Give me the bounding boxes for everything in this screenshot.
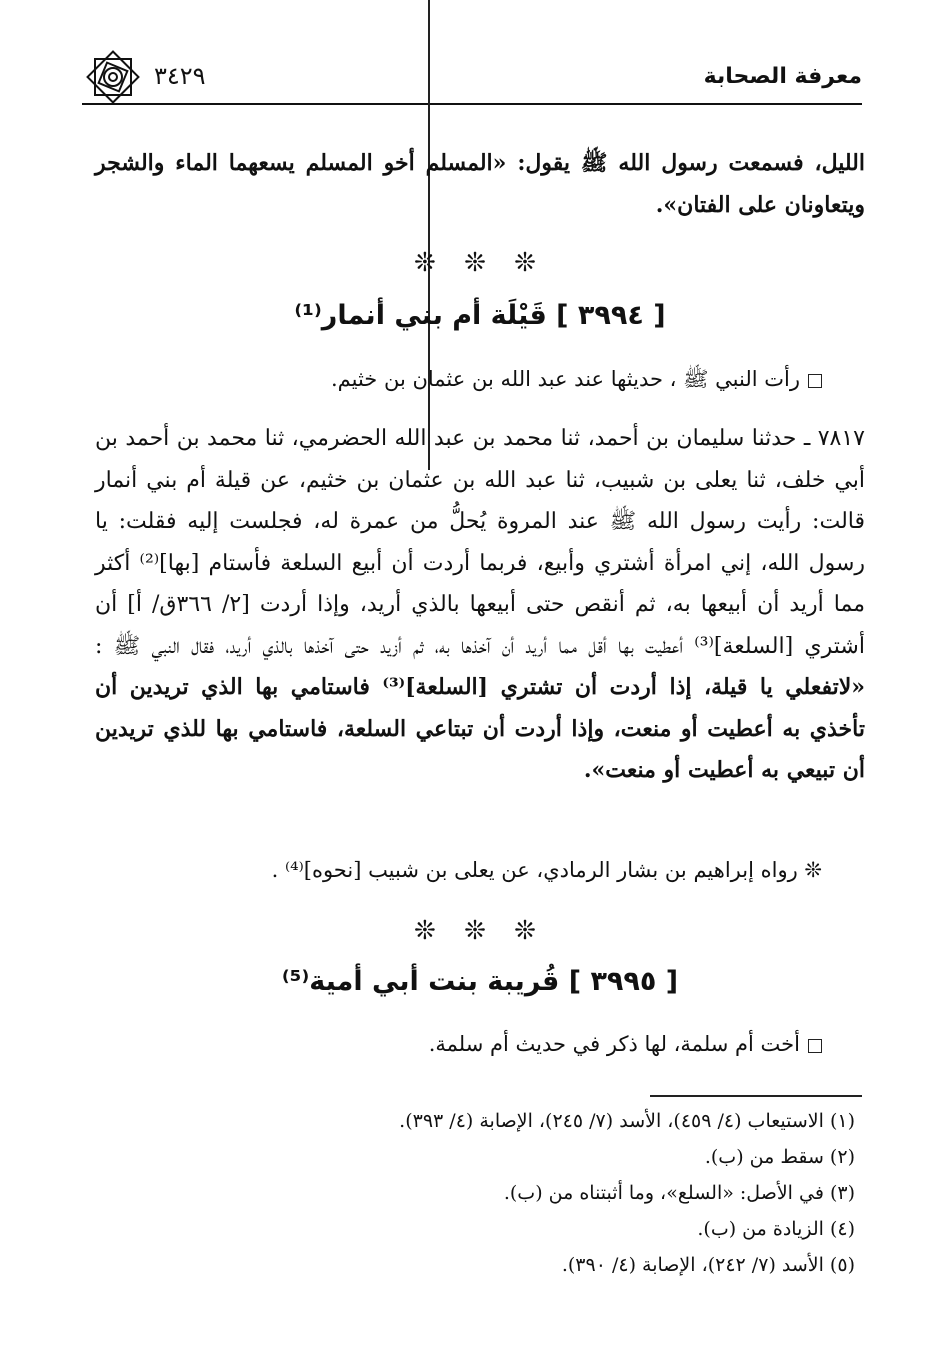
footnote-1: (١) الاستيعاب (٤/ ٤٥٩)، الأسد (٧/ ٢٤٥)، الإصابة (٤/ ٣٩٣). bbox=[399, 1110, 855, 1132]
entry-note-3995 bbox=[429, 1032, 822, 1056]
hadith-7817 bbox=[95, 418, 865, 792]
running-header bbox=[82, 52, 862, 104]
entry-heading-3995: [ ٣٩٩٥ ] قُريبة بنت أبي أمية⁽⁵⁾ bbox=[281, 966, 679, 997]
footnote-2: (٢) سقط من (ب). bbox=[704, 1146, 855, 1168]
footnote-3: (٣) في الأصل: «السلع»، وما أثبتناه من (ب). bbox=[503, 1182, 855, 1204]
star-ornament-icon bbox=[82, 46, 144, 108]
footnote-rule bbox=[650, 1095, 862, 1097]
section-separator-2: ❊ ❊ ❊ bbox=[414, 916, 546, 946]
entry-heading-3994: [ ٣٩٩٤ ] قَيْلَة أم بني أنمار⁽¹⁾ bbox=[294, 300, 666, 331]
entry-note-text: أخت أم سلمة، لها ذكر في حديث أم سلمة. bbox=[428, 1032, 800, 1056]
section-separator: ❊ ❊ ❊ bbox=[414, 248, 546, 278]
square-bullet-icon bbox=[808, 374, 822, 388]
footnote-4: (٤) الزيادة من (ب). bbox=[697, 1218, 855, 1240]
square-bullet-icon bbox=[808, 1039, 822, 1053]
hadith-prophet-saying: «لاتفعلي يا قيلة، إذا أردت أن تشتري [السلعة]⁽³⁾ فاستامي بها الذي تريدين أن تأخذي به أعطيت أو منعت، وإذا أردت أن تبتاعي السلعة، فاستامي بها للذي تريدين أن تبيعي به أعطيت أو منعت». bbox=[95, 674, 865, 783]
header-rule bbox=[82, 103, 862, 105]
entry-note-3994 bbox=[331, 366, 822, 397]
hadith-chain-text: ٧٨١٧ ـ حدثنا سليمان بن أحمد، ثنا محمد بن عبد الله الحضرمي، ثنا محمد بن أحمد بن أبي خلف، ثنا يعلى بن شبيب، ثنا عبد الله بن عثمان بن خثيم، عن قيلة أم بني أنمار قالت: رأيت رسول الله ﷺ عند المروة يُحلُّ من عمرة له، فجلست إليه فقلت: يا رسول الله، إني امرأة أشتري وأبيع، فربما أردت أن أبيع السلعة فأستام [بها]⁽²⁾ أكثر مما أريد أن أبيعها به، ثم أنقص حتى أبيعها بالذي أريد، وإذا أردت [٢/ ٣٦٦ق/ أ] أن أشتري [السلعة]⁽³⁾ أعطيت بها أقل مما أريد أن آخذها به، ثم أزيد حتى آخذها بالذي أريد، فقال النبي ﷺ : bbox=[95, 426, 865, 659]
page-fold-line bbox=[428, 0, 430, 470]
footnote-5: (٥) الأسد (٧/ ٢٤٢)، الإصابة (٤/ ٣٩٠). bbox=[561, 1254, 855, 1276]
page-number: ٣٤٢٩ bbox=[154, 62, 206, 90]
riwaya-note: ❊ رواه إبراهيم بن بشار الرمادي، عن يعلى بن شبيب [نحوه]⁽⁴⁾ . bbox=[271, 858, 822, 882]
running-title: معرفة الصحابة bbox=[703, 64, 862, 89]
entry-note-text: رأت النبي ﷺ ، حديثها عند عبد الله بن عثمان بن خثيم. bbox=[330, 367, 800, 391]
opening-paragraph: الليل، فسمعت رسول الله ﷺ يقول: «المسلم أخو المسلم يسعهما الماء والشجر ويتعاونان على الفتان». bbox=[95, 150, 865, 218]
